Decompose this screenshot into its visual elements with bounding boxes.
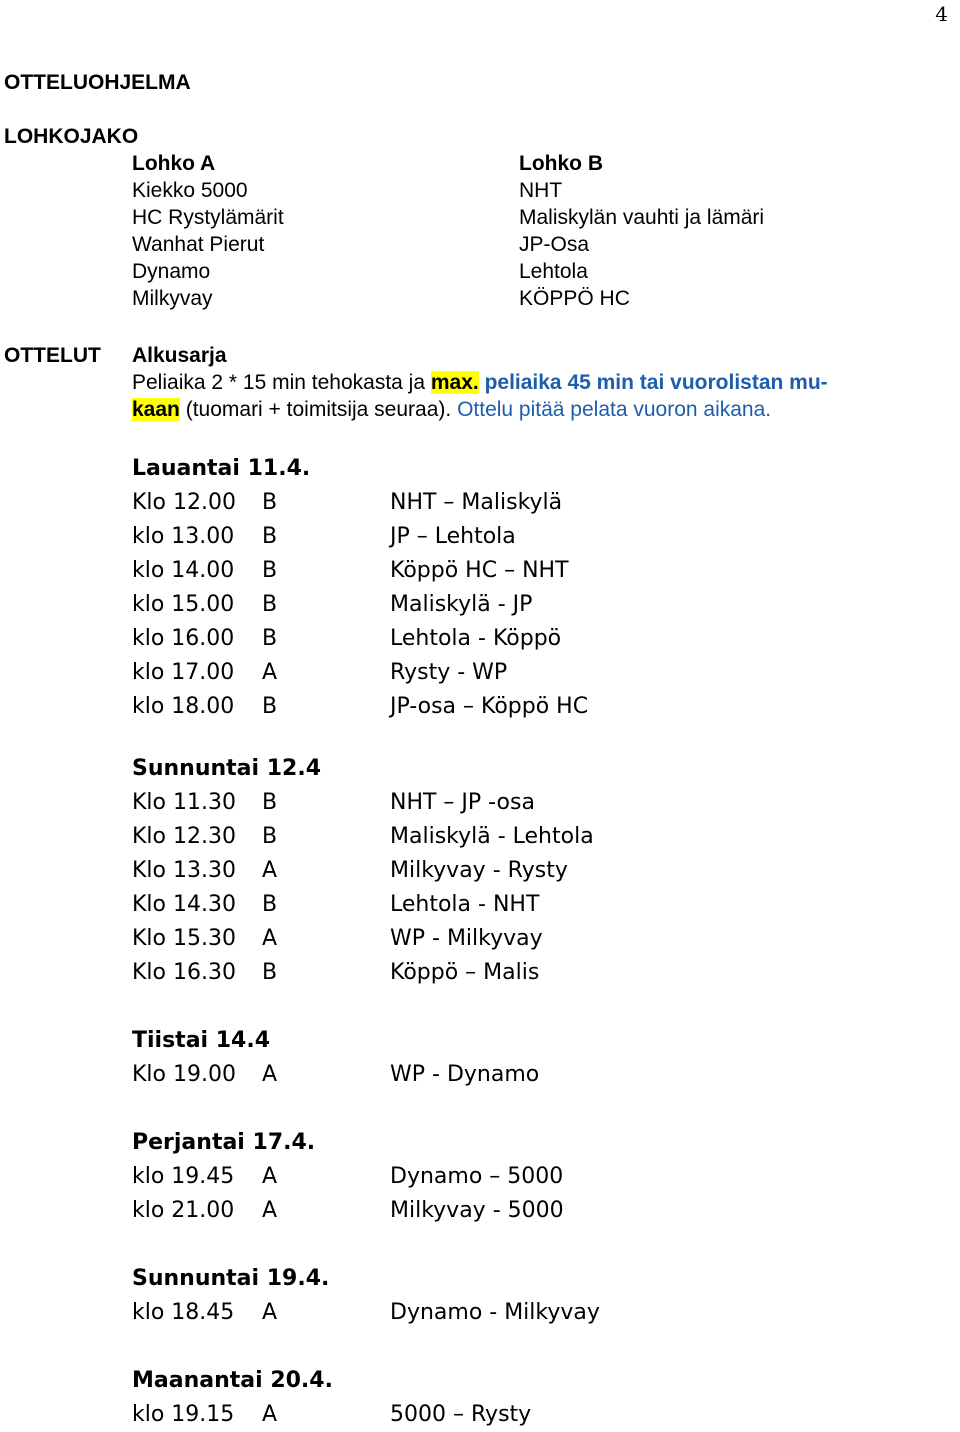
game-match: JP – Lehtola (390, 524, 516, 549)
lohko-b-team: Lehtola (519, 260, 588, 283)
rules-line-2 (132, 396, 932, 423)
game-match: JP-osa – Köppö HC (390, 694, 589, 719)
game-time: klo 18.00 (132, 694, 235, 719)
lohkojako-heading: LOHKOJAKO (4, 125, 139, 148)
lohko-a-team: HC Rystylämärit (132, 206, 284, 229)
game-group: B (262, 490, 278, 515)
game-match: Lehtola - Köppö (390, 626, 562, 651)
game-group: A (262, 660, 278, 685)
game-time: Klo 14.30 (132, 892, 236, 917)
game-match: Milkyvay - Rysty (390, 858, 568, 883)
game-time: klo 14.00 (132, 558, 235, 583)
game-group: B (262, 524, 278, 549)
game-time: Klo 12.30 (132, 824, 236, 849)
lohko-b-team: NHT (519, 179, 563, 202)
document-title: OTTELUOHJELMA (4, 71, 191, 94)
game-group: A (262, 1402, 278, 1427)
lohko-b-title: Lohko B (519, 152, 603, 175)
day-title: Perjantai 17.4. (132, 1130, 316, 1155)
game-group: A (262, 926, 278, 951)
game-group: B (262, 892, 278, 917)
rules-highlight: max. (430, 371, 479, 394)
rules-highlight: kaan (132, 398, 180, 421)
alkusarja-heading: Alkusarja (132, 344, 227, 367)
day-title: Maanantai 20.4. (132, 1368, 333, 1393)
game-group: A (262, 1062, 278, 1087)
game-match: Maliskylä - JP (390, 592, 533, 617)
rules-line-1 (132, 369, 932, 396)
rules-emphasis: peliaika 45 min tai vuorolistan mu- (484, 371, 828, 394)
game-match: Maliskylä - Lehtola (390, 824, 594, 849)
game-match: NHT – Maliskylä (390, 490, 563, 515)
game-match: Dynamo – 5000 (390, 1164, 564, 1189)
lohko-b-list (519, 150, 764, 312)
game-match: Lehtola - NHT (390, 892, 540, 917)
game-group: B (262, 790, 278, 815)
game-time: klo 19.45 (132, 1164, 235, 1189)
game-match: Dynamo - Milkyvay (390, 1300, 600, 1325)
game-time: klo 21.00 (132, 1198, 235, 1223)
lohko-a-list (132, 150, 284, 312)
game-time: Klo 12.00 (132, 490, 236, 515)
day-title: Sunnuntai 19.4. (132, 1266, 330, 1291)
rules-text: (tuomari + toimitsija seuraa). (179, 398, 458, 421)
lohko-a-team: Wanhat Pierut (132, 233, 265, 256)
ottelut-label: OTTELUT (4, 344, 101, 367)
game-match: Köppö – Malis (390, 960, 540, 985)
page-number: 4 (935, 2, 948, 26)
game-time: klo 17.00 (132, 660, 235, 685)
game-match: NHT – JP -osa (390, 790, 535, 815)
game-time: Klo 11.30 (132, 790, 236, 815)
game-match: 5000 – Rysty (390, 1402, 532, 1427)
rules-emphasis: Ottelu pitää pelata vuoron aikana. (457, 398, 772, 421)
lohko-a-team: Kiekko 5000 (132, 179, 248, 202)
game-time: klo 16.00 (132, 626, 235, 651)
game-group: B (262, 592, 278, 617)
game-time: klo 13.00 (132, 524, 235, 549)
game-match: WP - Milkyvay (390, 926, 543, 951)
game-group: B (262, 694, 278, 719)
game-match: Milkyvay - 5000 (390, 1198, 564, 1223)
game-time: Klo 19.00 (132, 1062, 236, 1087)
game-group: B (262, 558, 278, 583)
rules-paragraph (132, 369, 932, 423)
lohko-b-team: KÖPPÖ HC (519, 287, 630, 310)
lohko-b-team: Maliskylän vauhti ja lämäri (519, 206, 765, 229)
game-group: A (262, 1300, 278, 1325)
game-time: klo 18.45 (132, 1300, 235, 1325)
game-time: klo 19.15 (132, 1402, 235, 1427)
day-title: Lauantai 11.4. (132, 456, 311, 481)
game-time: klo 15.00 (132, 592, 235, 617)
game-match: Köppö HC – NHT (390, 558, 569, 583)
lohko-b-team: JP-Osa (519, 233, 590, 256)
game-time: Klo 16.30 (132, 960, 236, 985)
game-match: Rysty - WP (390, 660, 508, 685)
game-match: WP - Dynamo (390, 1062, 540, 1087)
day-title: Tiistai 14.4 (132, 1028, 271, 1053)
game-time: Klo 13.30 (132, 858, 236, 883)
rules-text: Peliaika 2 * 15 min tehokasta ja (132, 371, 431, 394)
game-time: Klo 15.30 (132, 926, 236, 951)
day-title: Sunnuntai 12.4 (132, 756, 321, 781)
game-group: B (262, 824, 278, 849)
lohko-a-team: Milkyvay (132, 287, 213, 310)
game-group: A (262, 1198, 278, 1223)
lohko-a-title: Lohko A (132, 152, 216, 175)
game-group: A (262, 1164, 278, 1189)
game-group: B (262, 626, 278, 651)
game-group: A (262, 858, 278, 883)
lohko-a-team: Dynamo (132, 260, 211, 283)
game-group: B (262, 960, 278, 985)
